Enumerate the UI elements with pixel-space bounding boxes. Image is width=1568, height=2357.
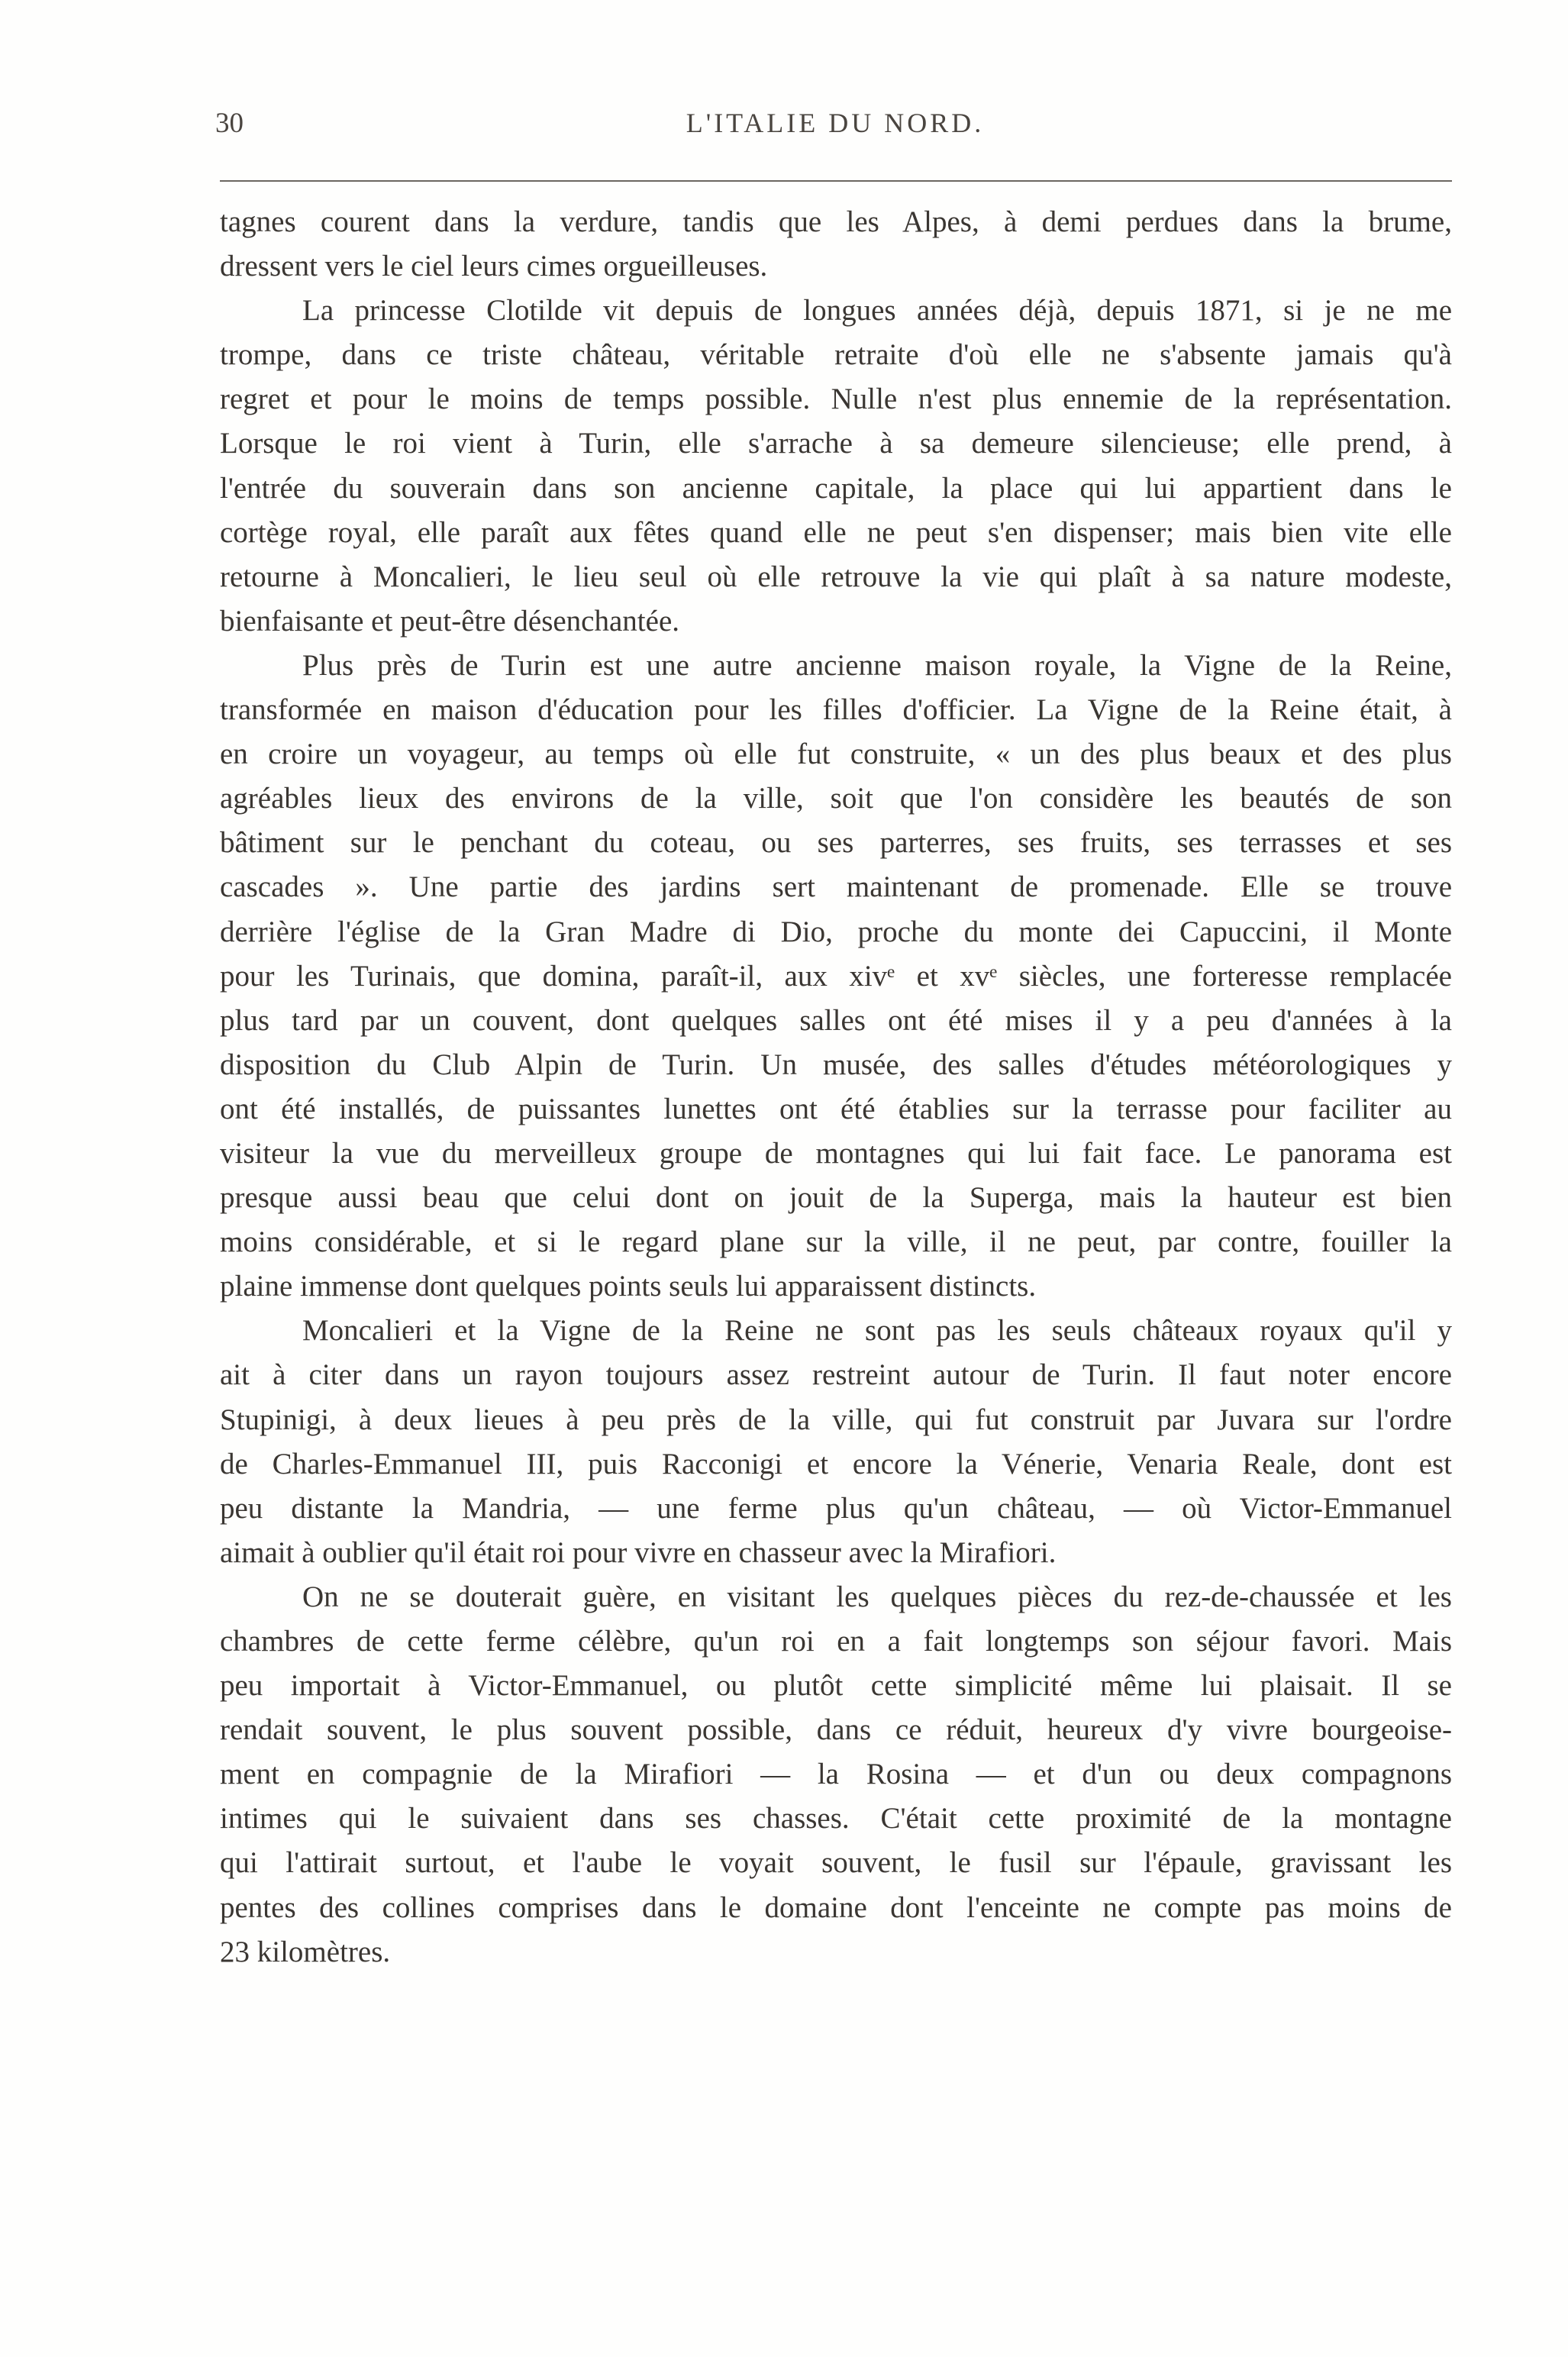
text-line: qui l'attirait surtout, et l'aube le voyait souvent, le fusil sur l'épaule, gravissant les	[220, 1846, 1452, 1880]
text-line: dressent vers le ciel leurs cimes orgueilleuses.	[220, 250, 768, 283]
text-line: ait à citer dans un rayon toujours assez restreint autour de Turin. Il faut noter encore	[220, 1358, 1452, 1392]
text-line: regret et pour le moins de temps possible. Nulle n'est plus ennemie de la représentation.	[220, 383, 1452, 416]
text-line: de Charles-Emmanuel III, puis Racconigi et encore la Vénerie, Venaria Reale, dont est	[220, 1447, 1452, 1480]
text-line: 23 kilomètres.	[220, 1935, 391, 1968]
text-line: transformée en maison d'éducation pour les filles d'officier. La Vigne de la Reine était, à	[220, 693, 1452, 727]
text-line: moins considérable, et si le regard plane sur la ville, il ne peut, par contre, fouiller la	[220, 1225, 1452, 1259]
text-line: plus tard par un couvent, dont quelques salles ont été mises il y a peu d'années à la	[220, 1003, 1452, 1037]
text-line: bienfaisante et peut-être désenchantée.	[220, 604, 680, 638]
text-line: ment en compagnie de la Mirafiori — la Rosina — et d'un ou deux compagnons	[220, 1758, 1452, 1791]
running-title: L'ITALIE DU NORD.	[686, 108, 985, 138]
text-line: en croire un voyageur, au temps où elle fut construite, « un des plus beaux et des plus	[220, 738, 1452, 771]
text-line: bâtiment sur le penchant du coteau, ou ses parterres, ses fruits, ses terrasses et ses	[220, 826, 1452, 860]
text-line: visiteur la vue du merveilleux groupe de montagnes qui lui fait face. Le panorama est	[220, 1136, 1452, 1170]
text-line: rendait souvent, le plus souvent possible, dans ce réduit, heureux d'y vivre bourgeoise-	[220, 1713, 1452, 1747]
text-line: plaine immense dont quelques points seuls lui apparaissent distincts.	[220, 1270, 1037, 1303]
text-line: pentes des collines comprises dans le domaine dont l'enceinte ne compte pas moins de	[220, 1890, 1452, 1924]
text-line: chambres de cette ferme célèbre, qu'un roi en a fait longtemps son séjour favori. Mais	[220, 1625, 1452, 1658]
text-line: peu importait à Victor-Emmanuel, ou plutôt cette simplicité même lui plaisait. Il se	[220, 1669, 1452, 1703]
text-line: aimait à oublier qu'il était roi pour vivre en chasseur avec la Mirafiori.	[220, 1535, 1057, 1569]
text-line: cortège royal, elle paraît aux fêtes quand elle ne peut s'en dispenser; mais bien vite elle	[220, 515, 1452, 549]
text-line: Plus près de Turin est une autre ancienne maison royale, la Vigne de la Reine,	[302, 648, 1452, 682]
text-line: presque aussi beau que celui dont on jouit de la Superga, mais la hauteur est bien	[220, 1181, 1452, 1215]
text-line: On ne se douterait guère, en visitant les quelques pièces du rez-de-chaussée et les	[302, 1580, 1452, 1613]
text-line: derrière l'église de la Gran Madre di Dio, proche du monte dei Capuccini, il Monte	[220, 915, 1452, 948]
text-line: l'entrée du souverain dans son ancienne capitale, la place qui lui appartient dans le	[220, 471, 1452, 505]
text-line: intimes qui le suivaient dans ses chasses. C'était cette proximité de la montagne	[220, 1802, 1452, 1836]
text-line: agréables lieux des environs de la ville, soit que l'on considère les beautés de son	[220, 782, 1452, 815]
text-line: pour les Turinais, que domina, paraît-il, aux xivᵉ et xvᵉ siècles, une forteresse remplacée	[220, 959, 1452, 993]
text-line: La princesse Clotilde vit depuis de longues années déjà, depuis 1871, si je ne me	[302, 294, 1452, 328]
body-text	[220, 200, 1452, 1974]
text-line: Moncalieri et la Vigne de la Reine ne sont pas les seuls châteaux royaux qu'il y	[302, 1314, 1452, 1348]
text-line: tagnes courent dans la verdure, tandis que les Alpes, à demi perdues dans la brume,	[220, 205, 1452, 238]
running-header	[215, 107, 1455, 153]
text-line: Stupinigi, à deux lieues à peu près de la ville, qui fut construit par Juvara sur l'ordre	[220, 1403, 1452, 1436]
text-line: Lorsque le roi vient à Turin, elle s'arrache à sa demeure silencieuse; elle prend, à	[220, 427, 1452, 460]
header-rule	[220, 180, 1452, 182]
text-line: trompe, dans ce triste château, véritable retraite d'où elle ne s'absente jamais qu'à	[220, 338, 1452, 372]
text-line: ont été installés, de puissantes lunettes ont été établies sur la terrasse pour faciliter au	[220, 1092, 1452, 1125]
text-line: peu distante la Mandria, — une ferme plus qu'un château, — où Victor-Emmanuel	[220, 1491, 1452, 1525]
page-number: 30	[215, 108, 244, 139]
text-line: disposition du Club Alpin de Turin. Un musée, des salles d'études météorologiques y	[220, 1048, 1452, 1081]
text-line: retourne à Moncalieri, le lieu seul où elle retrouve la vie qui plaît à sa nature modeste,	[220, 560, 1452, 593]
text-line: cascades ». Une partie des jardins sert maintenant de promenade. Elle se trouve	[220, 870, 1452, 904]
